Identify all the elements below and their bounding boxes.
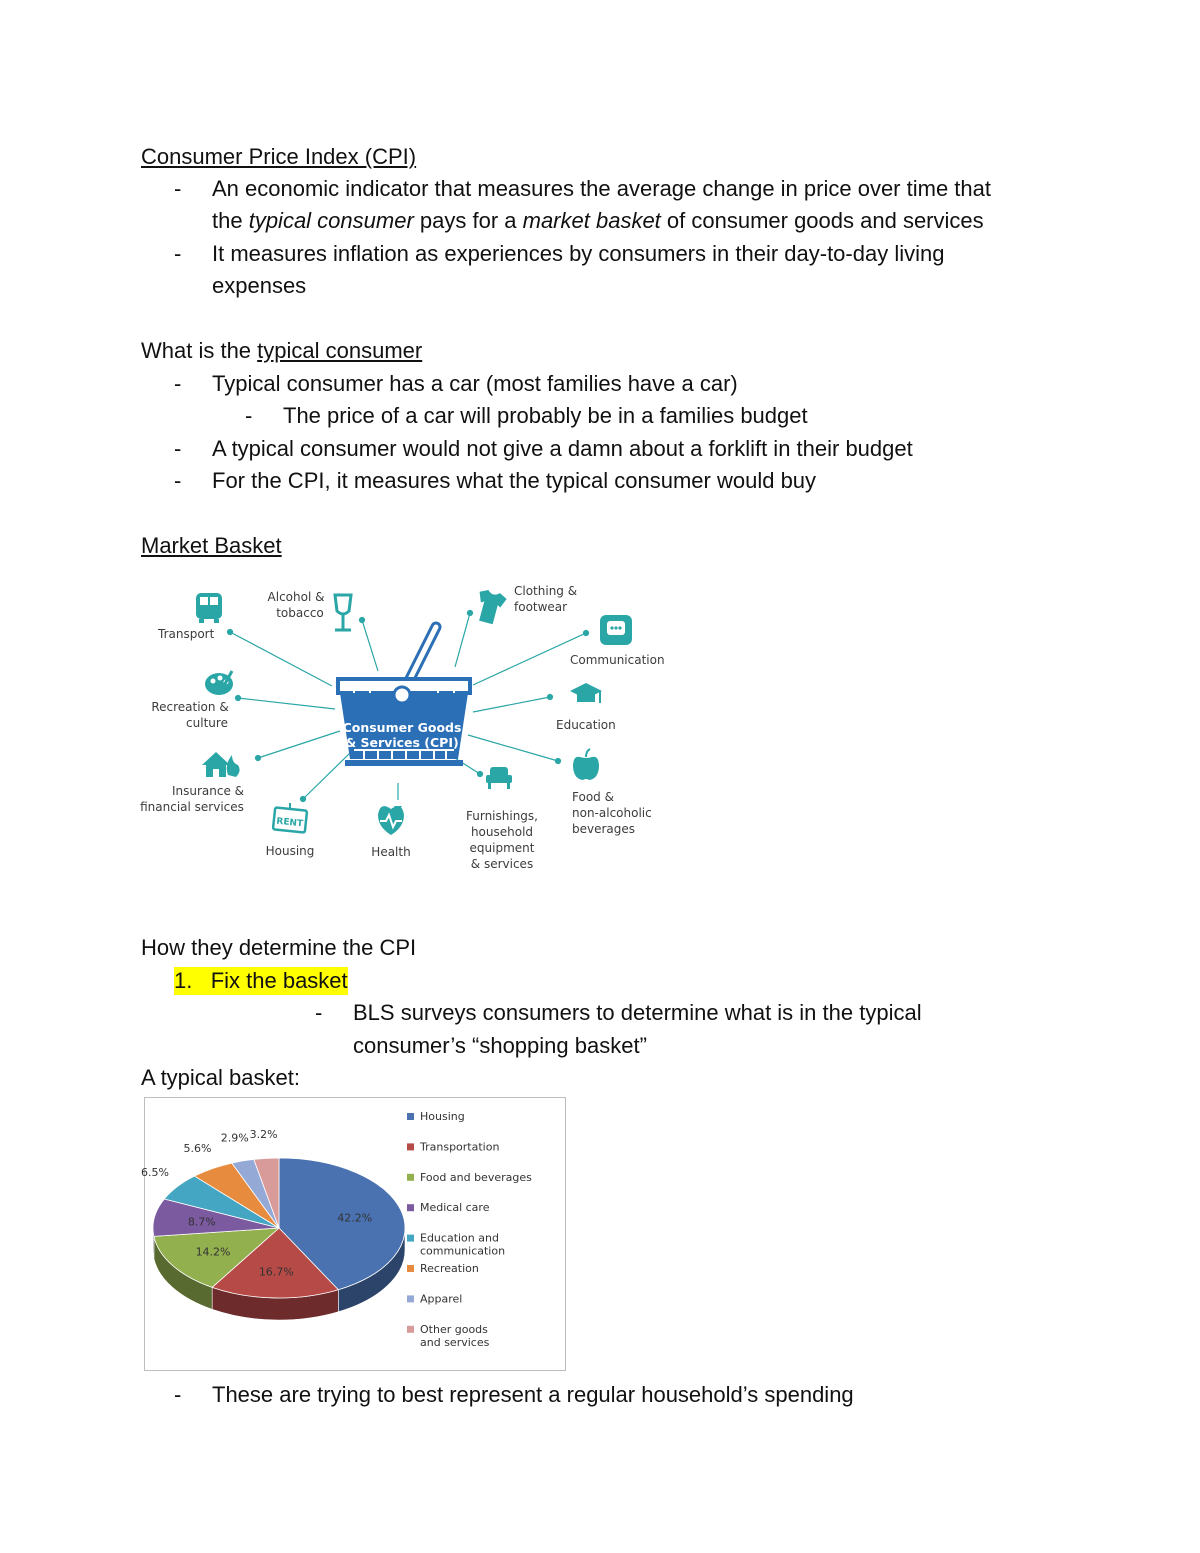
label-insurance-1: Insurance &: [171, 784, 245, 798]
cpi-bullet-1-line-2: [212, 207, 984, 235]
wine-glass-icon: [335, 595, 351, 630]
typical-bullet-2: A typical consumer would not give a damn about a forklift in their budget: [212, 436, 913, 461]
rent-sign-icon: [273, 803, 307, 833]
emphasis-typical-consumer: typical consumer: [248, 208, 414, 233]
typical-bullet-3: For the CPI, it measures what the typical consumer would buy: [212, 468, 817, 493]
armchair-icon: [486, 767, 512, 789]
bullet-marker: -: [174, 468, 182, 493]
legend-label: communication: [420, 1244, 506, 1258]
label-food-1: Food &: [572, 790, 614, 804]
cpi-bullet-1-line-1: An economic indicator that measures the average change in price over time that: [212, 176, 991, 201]
pie-data-label: 5.6%: [183, 1141, 212, 1155]
legend-label: Medical care: [420, 1201, 490, 1215]
label-clothing-1: Clothing &: [514, 584, 578, 598]
label-transport: Transport: [158, 627, 215, 641]
heart-pulse-icon: [378, 806, 404, 835]
legend-label: Food and beverages: [420, 1170, 532, 1184]
pie-data-label: 42.2%: [337, 1211, 373, 1225]
label-housing: Housing: [265, 844, 315, 858]
legend-swatch: [407, 1235, 414, 1242]
typical-heading: [141, 337, 422, 365]
apple-icon: [573, 749, 599, 780]
market-basket-heading: Market Basket: [141, 533, 282, 558]
bullet-marker: -: [174, 1382, 182, 1407]
pie-data-label: 6.5%: [140, 1166, 169, 1180]
final-bullet: These are trying to best represent a regular household’s spending: [212, 1382, 854, 1407]
text-run: of consumer goods and services: [660, 208, 984, 233]
basket-center-label-1: Consumer Goods: [342, 720, 462, 735]
emphasis-market-basket: market basket: [522, 208, 661, 233]
text-run: the: [212, 208, 249, 233]
text-run: pays for a: [413, 208, 523, 233]
legend-label: Apparel: [420, 1292, 463, 1306]
pie-data-label: 16.7%: [258, 1265, 294, 1279]
house-fire-icon: [202, 752, 240, 777]
label-furnishings-1: Furnishings,: [466, 809, 538, 823]
label-recreation-1: Recreation &: [151, 700, 229, 714]
label-alcohol-1: Alcohol &: [267, 590, 325, 604]
cpi-bullet-2-line-1: It measures inflation as experiences by consumers in their day-to-day living: [212, 241, 945, 266]
step-1-sub-line-2: consumer’s “shopping basket”: [353, 1033, 647, 1058]
label-furnishings-3: equipment: [469, 841, 535, 855]
legend-label: Education and: [420, 1231, 499, 1245]
typical-consumer-underlined: typical consumer: [257, 338, 423, 363]
basket-center-label-2: & Services (CPI): [345, 735, 459, 750]
pie-data-label: 14.2%: [195, 1245, 231, 1259]
legend-swatch: [407, 1326, 414, 1333]
graduation-cap-icon: [570, 683, 602, 703]
shirt-icon: [472, 588, 507, 626]
pie-data-label: 3.2%: [249, 1127, 278, 1141]
text-run: What is the: [141, 338, 258, 363]
market-basket-diagram: [140, 575, 680, 875]
label-communication: Communication: [570, 653, 665, 667]
label-education: Education: [556, 718, 616, 732]
label-furnishings-2: household: [470, 825, 534, 839]
legend-label: Other goods: [420, 1322, 488, 1336]
typical-basket-pie-chart: [140, 1097, 566, 1371]
label-food-2: non-alcoholic: [572, 806, 652, 820]
step-label: Fix the basket: [210, 968, 348, 993]
cpi-heading: Consumer Price Index (CPI): [141, 144, 417, 169]
legend-swatch: [407, 1265, 414, 1272]
label-food-3: beverages: [572, 822, 636, 836]
legend-swatch: [407, 1113, 414, 1120]
bullet-marker: -: [174, 371, 182, 396]
typical-basket-label: A typical basket:: [141, 1065, 300, 1090]
legend-swatch: [407, 1204, 414, 1211]
legend-swatch: [407, 1295, 414, 1302]
legend-label: and services: [420, 1335, 490, 1349]
step-1: [174, 967, 348, 995]
step-1-sub-line-1: BLS surveys consumers to determine what is in the typical: [353, 1000, 922, 1025]
pie-data-label: 2.9%: [220, 1131, 249, 1145]
label-alcohol-2: tobacco: [276, 606, 324, 620]
determine-heading: How they determine the CPI: [141, 935, 417, 960]
speech-icon: [600, 615, 632, 645]
rent-sign-text: RENT: [275, 816, 304, 830]
pie-data-label: 8.7%: [187, 1215, 216, 1229]
legend-label: Recreation: [420, 1262, 479, 1275]
label-clothing-2: footwear: [514, 600, 568, 614]
bullet-marker: -: [245, 403, 253, 428]
legend-label: Transportation: [420, 1140, 500, 1154]
bullet-marker: -: [315, 1000, 323, 1025]
bus-icon: [196, 593, 222, 623]
palette-icon: [205, 671, 233, 695]
legend-swatch: [407, 1143, 414, 1150]
typical-bullet-1: Typical consumer has a car (most families have a car): [212, 371, 738, 396]
step-number: 1.: [174, 968, 193, 993]
legend-swatch: [407, 1174, 414, 1181]
label-recreation-2: culture: [186, 716, 228, 730]
bullet-marker: -: [174, 241, 182, 266]
bullet-marker: -: [174, 176, 182, 201]
pie-legend: [407, 1110, 532, 1349]
label-health: Health: [371, 845, 411, 859]
pie-slices: [153, 1158, 405, 1320]
label-insurance-2: financial services: [140, 800, 244, 814]
typical-sub-bullet: The price of a car will probably be in a families budget: [283, 403, 808, 428]
label-furnishings-4: & services: [470, 857, 534, 871]
legend-label: Housing: [420, 1110, 465, 1123]
cpi-bullet-2-line-2: expenses: [212, 273, 307, 298]
bullet-marker: -: [174, 436, 182, 461]
